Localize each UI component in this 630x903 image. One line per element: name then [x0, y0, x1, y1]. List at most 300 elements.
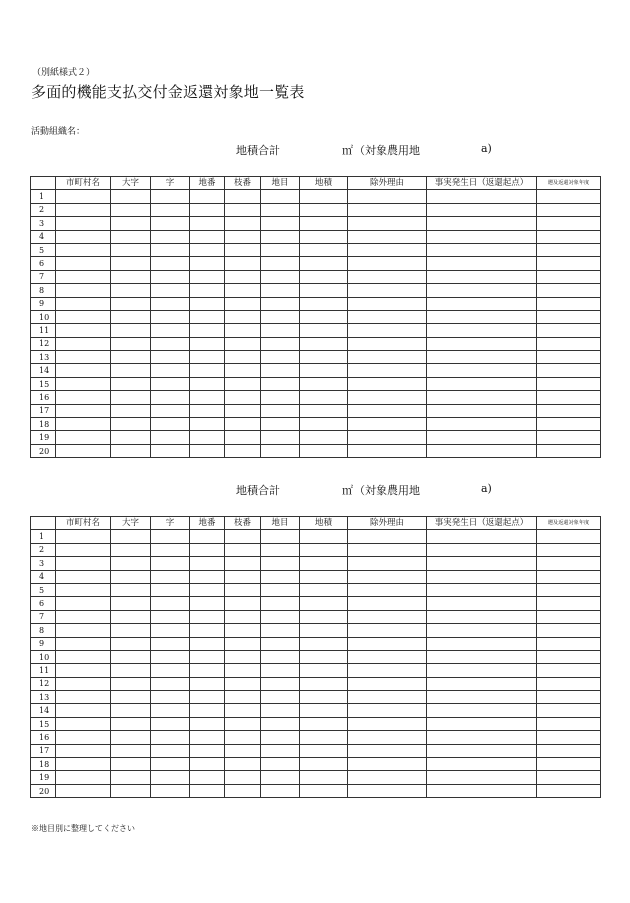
table-cell — [427, 418, 537, 431]
table-cell — [151, 650, 190, 663]
table-cell — [111, 557, 151, 570]
table-cell — [348, 203, 427, 216]
table-cell — [56, 717, 111, 730]
table-cell — [151, 310, 190, 323]
table-row — [31, 230, 601, 243]
table-cell — [111, 677, 151, 690]
table-cell — [537, 391, 601, 404]
table-cell — [225, 610, 261, 623]
row-number: 10 — [31, 310, 56, 323]
row-number: 9 — [31, 297, 56, 310]
table-cell — [537, 444, 601, 457]
table-cell — [56, 310, 111, 323]
table-cell — [427, 310, 537, 323]
column-header: 事実発生日（返還起点） — [427, 177, 537, 190]
table-cell — [261, 203, 300, 216]
row-number: 8 — [31, 624, 56, 637]
table-cell — [190, 257, 225, 270]
row-number: 5 — [31, 243, 56, 256]
table-cell — [300, 284, 348, 297]
table-cell — [190, 284, 225, 297]
table-cell — [56, 190, 111, 203]
row-number: 20 — [31, 444, 56, 457]
table-cell — [427, 324, 537, 337]
table-cell — [427, 190, 537, 203]
table-cell — [151, 404, 190, 417]
column-header: 枝番 — [225, 517, 261, 530]
table-cell — [261, 758, 300, 771]
table-cell — [537, 217, 601, 230]
table-cell — [151, 230, 190, 243]
table-cell — [111, 190, 151, 203]
table-cell — [261, 543, 300, 556]
table-cell — [427, 610, 537, 623]
table-cell — [56, 404, 111, 417]
table-row — [31, 637, 601, 650]
table-row — [31, 404, 601, 417]
row-number: 7 — [31, 270, 56, 283]
table-cell — [427, 557, 537, 570]
row-number: 4 — [31, 230, 56, 243]
table-cell — [190, 337, 225, 350]
table-cell — [348, 717, 427, 730]
table-cell — [56, 377, 111, 390]
table-cell — [300, 624, 348, 637]
table-cell — [151, 543, 190, 556]
table-row — [31, 758, 601, 771]
table-row — [31, 610, 601, 623]
table-cell — [348, 758, 427, 771]
table-cell — [225, 230, 261, 243]
table-cell — [261, 190, 300, 203]
row-number: 20 — [31, 784, 56, 797]
table-cell — [300, 243, 348, 256]
table-cell — [348, 650, 427, 663]
table-cell — [537, 758, 601, 771]
table-cell — [225, 771, 261, 784]
table-cell — [111, 270, 151, 283]
table-row — [31, 530, 601, 543]
table-cell — [300, 744, 348, 757]
table-cell — [537, 704, 601, 717]
land-ledger-table-2 — [30, 516, 601, 798]
table-cell — [261, 404, 300, 417]
table-row — [31, 744, 601, 757]
table-cell — [427, 677, 537, 690]
table-cell — [537, 717, 601, 730]
column-header: 遡及返還対象年度 — [537, 517, 601, 530]
table-cell — [151, 364, 190, 377]
table-row — [31, 297, 601, 310]
table-cell — [225, 418, 261, 431]
table-cell — [56, 650, 111, 663]
table-cell — [56, 297, 111, 310]
column-header: 事実発生日（返還起点） — [427, 517, 537, 530]
table-row — [31, 284, 601, 297]
table-cell — [56, 771, 111, 784]
table-cell — [56, 444, 111, 457]
table-cell — [427, 597, 537, 610]
table-row — [31, 704, 601, 717]
table-row — [31, 391, 601, 404]
target-farmland-label: （対象農用地 — [354, 144, 420, 157]
row-number: 16 — [31, 391, 56, 404]
table-row — [31, 324, 601, 337]
table-cell — [348, 404, 427, 417]
table-cell — [225, 677, 261, 690]
table-cell — [348, 418, 427, 431]
row-number: 18 — [31, 758, 56, 771]
table-cell — [348, 610, 427, 623]
table-cell — [225, 758, 261, 771]
table-cell — [190, 364, 225, 377]
table-cell — [300, 677, 348, 690]
table-cell — [56, 744, 111, 757]
table-cell — [261, 364, 300, 377]
table-cell — [151, 431, 190, 444]
table-cell — [111, 243, 151, 256]
column-header: 大字 — [111, 177, 151, 190]
table-cell — [348, 217, 427, 230]
table-cell — [56, 230, 111, 243]
table-cell — [300, 771, 348, 784]
table-cell — [300, 717, 348, 730]
table-cell — [427, 624, 537, 637]
table-cell — [427, 217, 537, 230]
table-row — [31, 650, 601, 663]
organization-name-label: 活動組織名： — [31, 127, 86, 137]
table-cell — [56, 570, 111, 583]
table-cell — [537, 377, 601, 390]
table-cell — [427, 337, 537, 350]
table-cell — [151, 377, 190, 390]
row-number: 19 — [31, 431, 56, 444]
table-cell — [300, 583, 348, 596]
table-cell — [537, 583, 601, 596]
table-cell — [225, 391, 261, 404]
table-cell — [56, 391, 111, 404]
table-cell — [537, 784, 601, 797]
table-cell — [537, 771, 601, 784]
table-row — [31, 784, 601, 797]
table-cell — [300, 650, 348, 663]
table-row — [31, 310, 601, 323]
column-header — [31, 517, 56, 530]
column-header: 除外理由 — [348, 177, 427, 190]
table-cell — [190, 190, 225, 203]
table-cell — [111, 624, 151, 637]
table-cell — [190, 744, 225, 757]
table-cell — [537, 557, 601, 570]
table-cell — [190, 784, 225, 797]
table-cell — [261, 731, 300, 744]
table-cell — [151, 704, 190, 717]
table-cell — [537, 418, 601, 431]
table-cell — [190, 391, 225, 404]
table-cell — [261, 583, 300, 596]
table-cell — [300, 731, 348, 744]
table-cell — [190, 664, 225, 677]
table-cell — [190, 650, 225, 663]
table-cell — [348, 583, 427, 596]
table-cell — [225, 404, 261, 417]
table-cell — [151, 391, 190, 404]
table-cell — [56, 530, 111, 543]
column-header: 地目 — [261, 517, 300, 530]
table-cell — [151, 257, 190, 270]
column-header: 地積 — [300, 517, 348, 530]
table-cell — [111, 610, 151, 623]
table-cell — [151, 243, 190, 256]
table-cell — [348, 444, 427, 457]
table-cell — [190, 404, 225, 417]
table-cell — [537, 543, 601, 556]
table-cell — [300, 217, 348, 230]
table-cell — [56, 597, 111, 610]
table-cell — [348, 637, 427, 650]
row-number: 10 — [31, 650, 56, 663]
table-cell — [537, 203, 601, 216]
table-cell — [300, 391, 348, 404]
table-cell — [427, 431, 537, 444]
table-cell — [225, 284, 261, 297]
row-number: 17 — [31, 404, 56, 417]
table-cell — [300, 444, 348, 457]
table-cell — [427, 744, 537, 757]
column-header: 枝番 — [225, 177, 261, 190]
table-cell — [111, 758, 151, 771]
table-cell — [300, 351, 348, 364]
table-cell — [111, 217, 151, 230]
table-cell — [111, 203, 151, 216]
table-cell — [348, 284, 427, 297]
table-cell — [151, 297, 190, 310]
row-number: 1 — [31, 190, 56, 203]
row-number: 18 — [31, 418, 56, 431]
table-cell — [300, 530, 348, 543]
table-cell — [151, 717, 190, 730]
table-cell — [225, 297, 261, 310]
table-cell — [56, 677, 111, 690]
table-cell — [111, 704, 151, 717]
table-cell — [427, 650, 537, 663]
table-cell — [261, 677, 300, 690]
table-cell — [111, 717, 151, 730]
table-cell — [111, 444, 151, 457]
table-cell — [261, 557, 300, 570]
table-row — [31, 203, 601, 216]
row-number: 6 — [31, 257, 56, 270]
table-cell — [190, 203, 225, 216]
table-cell — [151, 203, 190, 216]
land-ledger-table-1 — [30, 176, 601, 458]
table-cell — [111, 570, 151, 583]
row-number: 17 — [31, 744, 56, 757]
table-row — [31, 583, 601, 596]
table-cell — [225, 190, 261, 203]
row-number: 11 — [31, 664, 56, 677]
table-cell — [261, 297, 300, 310]
table-cell — [225, 744, 261, 757]
table-cell — [151, 530, 190, 543]
row-number: 1 — [31, 530, 56, 543]
table-cell — [300, 704, 348, 717]
table-cell — [348, 190, 427, 203]
table-cell — [151, 691, 190, 704]
table-cell — [348, 230, 427, 243]
table-cell — [427, 444, 537, 457]
table-row — [31, 377, 601, 390]
table-cell — [56, 337, 111, 350]
table-cell — [348, 597, 427, 610]
table-cell — [537, 230, 601, 243]
table-cell — [225, 364, 261, 377]
table-cell — [300, 203, 348, 216]
table-cell — [151, 270, 190, 283]
row-number: 15 — [31, 377, 56, 390]
table-cell — [348, 391, 427, 404]
table-cell — [261, 570, 300, 583]
area-total-line-1 — [0, 142, 630, 158]
table-cell — [225, 731, 261, 744]
table-cell — [261, 530, 300, 543]
table-cell — [56, 351, 111, 364]
row-number: 12 — [31, 677, 56, 690]
row-number: 11 — [31, 324, 56, 337]
table-cell — [190, 691, 225, 704]
table-cell — [348, 243, 427, 256]
table-cell — [537, 270, 601, 283]
table-cell — [225, 664, 261, 677]
table-cell — [151, 637, 190, 650]
table-cell — [537, 364, 601, 377]
table-cell — [537, 664, 601, 677]
table-cell — [300, 664, 348, 677]
table-cell — [111, 664, 151, 677]
table-cell — [111, 297, 151, 310]
table-row — [31, 431, 601, 444]
table-cell — [300, 543, 348, 556]
table-cell — [225, 597, 261, 610]
row-number: 2 — [31, 203, 56, 216]
table-cell — [261, 230, 300, 243]
table-cell — [190, 570, 225, 583]
table-cell — [261, 270, 300, 283]
table-cell — [56, 557, 111, 570]
table-cell — [111, 650, 151, 663]
table-cell — [190, 557, 225, 570]
column-header: 市町村名 — [56, 517, 111, 530]
table-row — [31, 243, 601, 256]
table-cell — [537, 530, 601, 543]
table-cell — [190, 597, 225, 610]
table-cell — [56, 624, 111, 637]
table-cell — [151, 324, 190, 337]
column-header: 大字 — [111, 517, 151, 530]
column-header: 除外理由 — [348, 517, 427, 530]
table-cell — [56, 418, 111, 431]
table-cell — [225, 717, 261, 730]
table-cell — [190, 324, 225, 337]
table-cell — [537, 431, 601, 444]
table-cell — [225, 557, 261, 570]
table-cell — [348, 351, 427, 364]
column-header: 字 — [151, 517, 190, 530]
column-header: 遡及返還対象年度 — [537, 177, 601, 190]
table-row — [31, 270, 601, 283]
table-cell — [225, 784, 261, 797]
table-cell — [151, 664, 190, 677]
column-header: 地積 — [300, 177, 348, 190]
row-number: 3 — [31, 217, 56, 230]
table-cell — [190, 610, 225, 623]
table-cell — [56, 731, 111, 744]
table-cell — [111, 744, 151, 757]
table-cell — [427, 637, 537, 650]
table-cell — [427, 784, 537, 797]
table-cell — [427, 570, 537, 583]
table-cell — [190, 310, 225, 323]
table-cell — [261, 664, 300, 677]
table-row — [31, 217, 601, 230]
table-cell — [56, 691, 111, 704]
table-cell — [261, 284, 300, 297]
table-cell — [261, 704, 300, 717]
table-row — [31, 677, 601, 690]
table-cell — [427, 284, 537, 297]
table-cell — [56, 364, 111, 377]
form-label: （別紙様式２） — [32, 68, 96, 78]
table-cell — [261, 310, 300, 323]
table-cell — [300, 310, 348, 323]
table-cell — [261, 217, 300, 230]
table-cell — [427, 731, 537, 744]
table-cell — [427, 543, 537, 556]
table-cell — [151, 677, 190, 690]
table-cell — [151, 557, 190, 570]
area-unit-are: a) — [481, 482, 492, 495]
table-cell — [225, 624, 261, 637]
table-cell — [56, 257, 111, 270]
table-cell — [348, 257, 427, 270]
table-cell — [151, 418, 190, 431]
table-cell — [300, 377, 348, 390]
table-cell — [111, 784, 151, 797]
table-cell — [151, 731, 190, 744]
table-cell — [537, 570, 601, 583]
table-row — [31, 771, 601, 784]
table-cell — [261, 717, 300, 730]
table-cell — [151, 744, 190, 757]
table-cell — [225, 583, 261, 596]
table-cell — [190, 583, 225, 596]
table-row — [31, 337, 601, 350]
table-row — [31, 557, 601, 570]
table-cell — [151, 784, 190, 797]
table-cell — [300, 691, 348, 704]
table-cell — [151, 597, 190, 610]
area-total-label: 地積合計 — [236, 144, 280, 157]
table-cell — [190, 270, 225, 283]
table-cell — [261, 637, 300, 650]
table-cell — [111, 530, 151, 543]
table-cell — [225, 310, 261, 323]
table-cell — [111, 597, 151, 610]
table-cell — [225, 337, 261, 350]
table-cell — [261, 784, 300, 797]
table-cell — [151, 217, 190, 230]
table-cell — [261, 418, 300, 431]
